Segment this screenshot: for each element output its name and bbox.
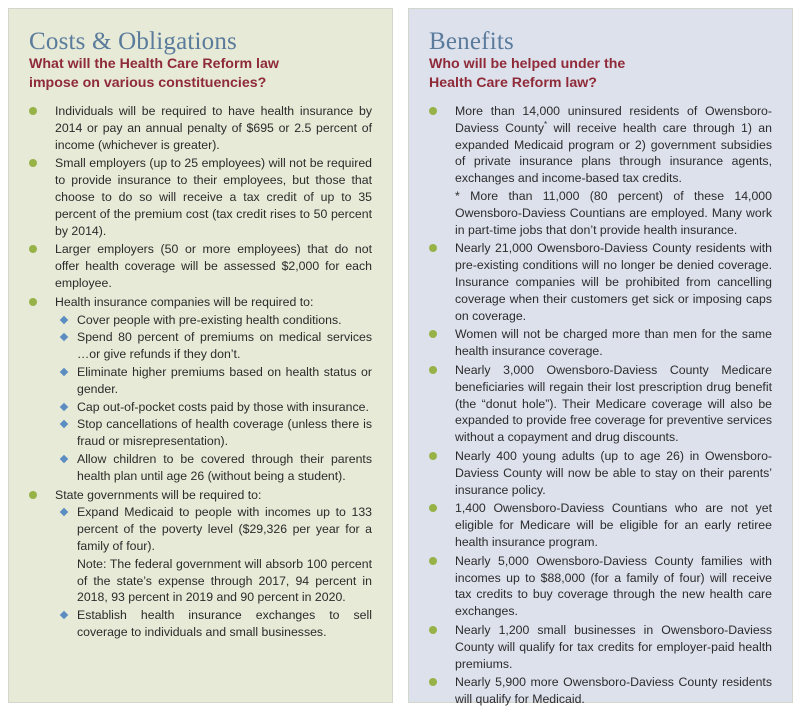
benefits-item (425, 674, 772, 708)
benefits-item (425, 240, 772, 324)
insurance-subitem-text: Cover people with pre-existing health conditions. (77, 312, 342, 327)
bullet-dot-icon (429, 330, 437, 338)
diamond-bullet-icon (60, 455, 68, 463)
diamond-bullet-icon (60, 368, 68, 376)
insurance-subitem (55, 312, 372, 329)
costs-panel (8, 8, 393, 703)
insurance-subitem-text: Cap out-of-pocket costs paid by those with insurance. (77, 399, 369, 414)
costs-subtitle-line2: impose on various constituencies? (29, 75, 267, 91)
benefits-footnote: * More than 11,000 (80 percent) of these 14,000 Owensboro-Daviess Countians are employed. Many work in part-time jobs that don’t provide health insurance. (455, 188, 772, 237)
insurance-subitem (55, 416, 372, 450)
insurance-sublist (55, 312, 372, 485)
benefits-item (425, 448, 772, 498)
costs-subtitle-line1: What will the Health Care Reform law (29, 56, 279, 72)
costs-item (25, 103, 372, 153)
insurance-subitem-text: Stop cancellations of health coverage (unless there is fraud or misrepresentation). (77, 417, 372, 449)
benefits-item-text: 1,400 Owensboro-Daviess Countians who are not yet eligible for Medicare will be eligible for an early retiree health insurance program. (455, 501, 772, 549)
state-sublist (55, 504, 372, 640)
benefits-item-text: Nearly 3,000 Owensboro-Daviess County Medicare beneficiaries will regain their lost prescription drug benefit (the “donut hole”). Their Medicare coverage will also be expanded to provide free coverage for preventive services without a copayment and drug discounts. (455, 362, 772, 445)
benefits-item-text: Nearly 5,900 more Owensboro-Daviess County residents will qualify for Medicaid. (455, 675, 772, 707)
benefits-item (425, 553, 772, 620)
benefits-item-text: Nearly 1,200 small businesses in Owensboro-Daviess County will qualify for tax credits for employer-paid health premiums. (455, 622, 772, 671)
bullet-dot-icon (429, 626, 437, 634)
footnote-marker: * (544, 119, 548, 129)
insurance-subitem-text: Allow children to be covered through their parents health plan until age 26 (without being a student). (77, 451, 372, 483)
insurance-subitem (55, 364, 372, 398)
state-note: Note: The federal government will absorb 100 percent of the state’s expense through 2017, 94 percent in 2018, 93 percent in 2019 and 90 percent in 2020. (77, 556, 372, 605)
benefits-list (425, 103, 772, 708)
costs-item (25, 487, 372, 641)
benefits-panel (408, 8, 793, 707)
bullet-dot-icon (429, 452, 437, 460)
bullet-dot-icon (29, 159, 37, 167)
bullet-dot-icon (29, 245, 37, 253)
state-subitem-text: Establish health insurance exchanges to sell coverage to individuals and small businesses. (77, 608, 372, 639)
insurance-subitem-text: Eliminate higher premiums based on health status or gender. (77, 364, 372, 396)
insurance-subitem (55, 451, 372, 485)
diamond-bullet-icon (60, 420, 68, 428)
diamond-bullet-icon (60, 611, 68, 619)
benefits-item (425, 103, 772, 238)
diamond-bullet-icon (60, 508, 68, 516)
benefits-subtitle-line2: Health Care Reform law? (429, 75, 597, 91)
bullet-dot-icon (29, 298, 37, 306)
bullet-dot-icon (429, 244, 437, 252)
state-subitem (55, 504, 372, 606)
costs-item-text: Small employers (up to 25 employees) will not be required to provide insurance to their employees, but those that choose to do so will receive a tax credit of up to 35 percent of the premium cost (tax credit rises to 50 percent by 2014). (55, 156, 372, 238)
benefits-item-text: Women will not be charged more than men for the same health insurance coverage. (455, 327, 772, 359)
bullet-dot-icon (429, 678, 437, 686)
benefits-subtitle (429, 55, 772, 93)
benefits-title: Benefits (429, 28, 514, 55)
insurance-subitem (55, 399, 372, 416)
costs-item-text: Larger employers (50 or more employees) that do not offer health coverage will be assessed $2,000 for each employee. (55, 242, 372, 290)
benefits-item (425, 500, 772, 550)
costs-item-text: State governments will be required to: (55, 487, 262, 502)
costs-subtitle (29, 55, 372, 93)
costs-item (25, 294, 372, 485)
costs-item (25, 155, 372, 239)
diamond-bullet-icon (60, 333, 68, 341)
benefits-item-text-part2: will receive health care through 1) an expanded Medicaid program or 2) government subsidies of private insurance plans through insurance agents, exchanges and income-based tax credits. (455, 120, 772, 186)
bullet-dot-icon (29, 491, 37, 499)
benefits-item-text: Nearly 400 young adults (up to age 26) in Owensboro-Daviess County will now be able to stay on their parents’ insurance policy. (455, 448, 772, 497)
bullet-dot-icon (429, 504, 437, 512)
insurance-subitem (55, 329, 372, 363)
insurance-subitem-text: Spend 80 percent of premiums on medical services …or give refunds if they don’t. (77, 330, 372, 362)
benefits-subtitle-line1: Who will be helped under the (429, 56, 626, 72)
costs-title: Costs & Obligations (29, 28, 237, 55)
benefits-item-text: Nearly 21,000 Owensboro-Daviess County residents with pre-existing conditions will no longer be denied coverage. Insurance companies will be prohibited from cancelling coverage when their customers get sick or imposing caps on coverage. (455, 241, 772, 323)
diamond-bullet-icon (60, 315, 68, 323)
costs-list (25, 103, 372, 641)
benefits-item (425, 362, 772, 446)
bullet-dot-icon (429, 107, 437, 115)
bullet-dot-icon (429, 366, 437, 374)
benefits-item-text-part1: More than 14,000 uninsured residents of Owensboro-Daviess County (455, 104, 772, 135)
costs-item (25, 241, 372, 291)
benefits-item (425, 326, 772, 360)
benefits-item (425, 622, 772, 672)
state-subitem-text: Expand Medicaid to people with incomes up to 133 percent of the poverty level ($29,326 per year for a family of four). (77, 505, 372, 553)
diamond-bullet-icon (60, 402, 68, 410)
benefits-item-text: Nearly 5,000 Owensboro-Daviess County families with incomes up to $88,000 (for a family of four) will receive tax credits to buy coverage through the new health care exchanges. (455, 553, 772, 619)
bullet-dot-icon (429, 557, 437, 565)
costs-item-text: Health insurance companies will be required to: (55, 294, 314, 309)
costs-item-text: Individuals will be required to have health insurance by 2014 or pay an annual penalty of $695 or 2.5 percent of income (whichever is greater). (55, 104, 372, 152)
bullet-dot-icon (29, 107, 37, 115)
state-subitem (55, 607, 372, 641)
